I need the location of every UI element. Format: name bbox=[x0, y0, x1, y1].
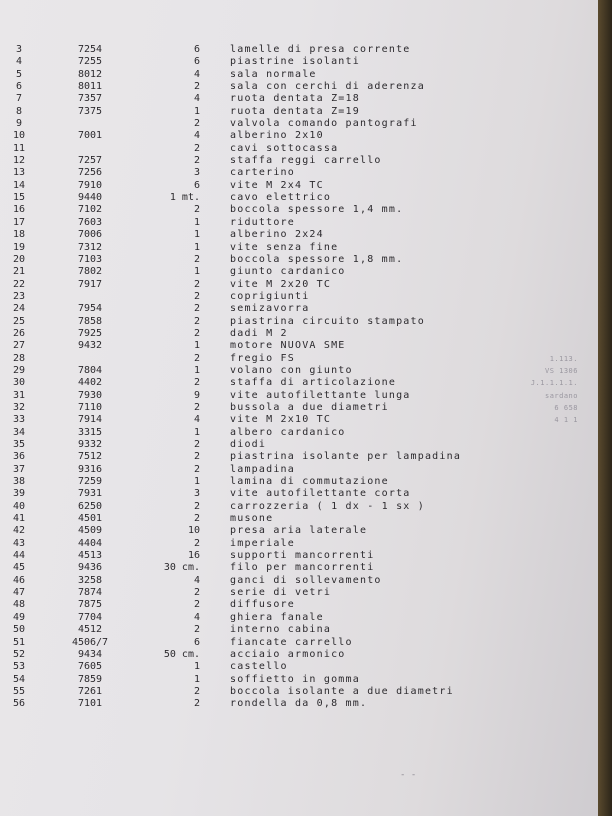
quantity: 6 bbox=[193, 179, 200, 191]
table-row bbox=[0, 649, 598, 661]
item-number: 10 bbox=[12, 130, 26, 142]
table-row bbox=[0, 562, 598, 574]
item-number: 23 bbox=[12, 290, 26, 302]
description: sala con cerchi di aderenza bbox=[230, 81, 425, 93]
table-row bbox=[0, 538, 598, 550]
description: vite M 2x20 TC bbox=[230, 278, 332, 290]
item-number: 28 bbox=[12, 352, 26, 364]
description: boccola isolante a due diametri bbox=[230, 685, 454, 697]
description: fregio FS bbox=[230, 352, 295, 364]
table-row bbox=[0, 340, 598, 352]
quantity: 1 bbox=[193, 364, 200, 376]
part-code: 7605 bbox=[77, 661, 103, 673]
description: coprigiunti bbox=[230, 290, 310, 302]
part-code: 4501 bbox=[77, 513, 103, 525]
item-number: 47 bbox=[12, 587, 26, 599]
item-number: 25 bbox=[12, 315, 26, 327]
description: imperiale bbox=[230, 537, 295, 549]
quantity: 4 bbox=[193, 611, 200, 623]
quantity: 2 bbox=[193, 253, 200, 265]
description: ghiera fanale bbox=[230, 611, 324, 623]
table-row bbox=[0, 439, 598, 451]
margin-note: J.1.1.1.1. bbox=[530, 379, 578, 388]
item-number: 40 bbox=[12, 500, 26, 512]
quantity: 1 bbox=[193, 661, 200, 673]
item-number: 45 bbox=[12, 562, 26, 574]
quantity: 4 bbox=[193, 93, 200, 105]
item-number: 50 bbox=[12, 624, 26, 636]
quantity: 2 bbox=[193, 439, 200, 450]
item-number: 52 bbox=[12, 648, 26, 660]
description: presa aria laterale bbox=[230, 525, 368, 537]
table-row bbox=[0, 303, 598, 315]
page-edge bbox=[598, 0, 612, 816]
description: supporti mancorrenti bbox=[230, 550, 375, 562]
description: boccola spessore 1,8 mm. bbox=[230, 253, 404, 265]
table-row bbox=[0, 575, 598, 587]
table-row bbox=[0, 242, 598, 254]
margin-note: VS 1306 bbox=[544, 366, 578, 375]
part-code: 7255 bbox=[77, 56, 103, 68]
description: piastrina circuito stampato bbox=[230, 315, 425, 327]
quantity: 2 bbox=[193, 599, 200, 611]
part-code: 7110 bbox=[77, 401, 103, 413]
part-code: 7858 bbox=[77, 315, 103, 327]
description: ganci di sollevamento bbox=[230, 574, 382, 586]
item-number: 3 bbox=[15, 44, 23, 55]
quantity: 2 bbox=[193, 500, 200, 512]
description: vite M 2x4 TC bbox=[230, 179, 324, 191]
description: fiancate carrello bbox=[230, 636, 353, 648]
table-row bbox=[0, 328, 598, 340]
part-code: 7704 bbox=[77, 611, 103, 623]
quantity: 2 bbox=[193, 451, 200, 463]
part-code: 9316 bbox=[77, 463, 103, 475]
table-row bbox=[0, 81, 598, 93]
description: lamina di commutazione bbox=[230, 476, 389, 488]
quantity: 2 bbox=[193, 118, 200, 130]
part-code: 7802 bbox=[77, 266, 103, 278]
item-number: 18 bbox=[12, 229, 26, 241]
description: staffa reggi carrello bbox=[230, 155, 382, 167]
margin-note: 1.113. bbox=[549, 354, 578, 363]
quantity: 1 bbox=[193, 426, 200, 438]
item-number: 7 bbox=[15, 93, 23, 105]
description: lamelle di presa corrente bbox=[230, 44, 411, 55]
table-row bbox=[0, 217, 598, 229]
quantity: 2 bbox=[193, 624, 200, 636]
description: rondella da 0,8 mm. bbox=[230, 698, 368, 710]
description: soffietto in gomma bbox=[230, 673, 360, 685]
table-row bbox=[0, 390, 598, 402]
description: alberino 2x10 bbox=[230, 130, 324, 142]
item-number: 24 bbox=[12, 303, 26, 315]
part-code: 7254 bbox=[77, 44, 103, 55]
item-number: 51 bbox=[12, 636, 26, 648]
description: sala normale bbox=[230, 68, 317, 80]
item-number: 55 bbox=[12, 685, 26, 697]
table-row bbox=[0, 365, 598, 377]
item-number: 33 bbox=[12, 414, 26, 426]
item-number: 26 bbox=[12, 327, 26, 339]
table-row bbox=[0, 167, 598, 179]
quantity: 4 bbox=[193, 130, 200, 142]
description: castello bbox=[230, 661, 288, 673]
item-number: 30 bbox=[12, 377, 26, 389]
part-code: 3258 bbox=[77, 574, 103, 586]
item-number: 6 bbox=[15, 81, 23, 93]
item-number: 56 bbox=[12, 698, 26, 710]
description: alberino 2x24 bbox=[230, 229, 324, 241]
table-row bbox=[0, 180, 598, 192]
quantity: 2 bbox=[193, 513, 200, 525]
item-number: 29 bbox=[12, 364, 26, 376]
margin-note: 6 658 bbox=[554, 403, 578, 412]
part-code: 9434 bbox=[77, 648, 103, 660]
quantity: 1 bbox=[193, 476, 200, 488]
part-code: 7259 bbox=[77, 476, 103, 488]
part-code: 4509 bbox=[77, 525, 103, 537]
item-number: 17 bbox=[12, 216, 26, 228]
part-code: 7101 bbox=[77, 698, 103, 710]
quantity: 2 bbox=[193, 290, 200, 302]
part-code: 7103 bbox=[77, 253, 103, 265]
description: motore NUOVA SME bbox=[230, 340, 346, 352]
table-row bbox=[0, 229, 598, 241]
item-number: 11 bbox=[12, 142, 26, 154]
description: vite autofilettante lunga bbox=[230, 389, 411, 401]
description: ruota dentata Z=19 bbox=[230, 105, 360, 117]
quantity: 2 bbox=[193, 142, 200, 154]
item-number: 16 bbox=[12, 204, 26, 216]
part-code: 7357 bbox=[77, 93, 103, 105]
part-code: 7375 bbox=[77, 105, 103, 117]
description: staffa di articolazione bbox=[230, 377, 397, 389]
quantity: 1 mt. bbox=[169, 192, 200, 204]
quantity: 2 bbox=[193, 204, 200, 216]
description: serie di vetri bbox=[230, 587, 332, 599]
part-code: 9432 bbox=[77, 340, 103, 352]
quantity: 4 bbox=[193, 68, 200, 80]
description: lampadina bbox=[230, 463, 295, 475]
item-number: 9 bbox=[15, 118, 23, 130]
scan-mark: - - bbox=[400, 770, 417, 780]
item-number: 49 bbox=[12, 611, 26, 623]
table-row bbox=[0, 279, 598, 291]
table-row bbox=[0, 686, 598, 698]
table-row bbox=[0, 550, 598, 562]
item-number: 36 bbox=[12, 451, 26, 463]
description: riduttore bbox=[230, 216, 295, 228]
description: boccola spessore 1,4 mm. bbox=[230, 204, 404, 216]
table-row bbox=[0, 266, 598, 278]
item-number: 46 bbox=[12, 574, 26, 586]
quantity: 6 bbox=[193, 44, 200, 55]
table-row bbox=[0, 377, 598, 389]
table-row bbox=[0, 130, 598, 142]
item-number: 22 bbox=[12, 278, 26, 290]
table-row bbox=[0, 118, 598, 130]
part-code: 7001 bbox=[77, 130, 103, 142]
item-number: 12 bbox=[12, 155, 26, 167]
table-row bbox=[0, 674, 598, 686]
table-row bbox=[0, 599, 598, 611]
part-code: 7006 bbox=[77, 229, 103, 241]
description: diodi bbox=[230, 439, 267, 450]
description: ruota dentata Z=18 bbox=[230, 93, 360, 105]
quantity: 1 bbox=[193, 266, 200, 278]
table-row bbox=[0, 661, 598, 673]
table-row bbox=[0, 402, 598, 414]
item-number: 20 bbox=[12, 253, 26, 265]
item-number: 43 bbox=[12, 537, 26, 549]
quantity: 6 bbox=[193, 636, 200, 648]
part-code: 7261 bbox=[77, 685, 103, 697]
description: bussola a due diametri bbox=[230, 401, 389, 413]
part-code: 7917 bbox=[77, 278, 103, 290]
table-row bbox=[0, 192, 598, 204]
quantity: 9 bbox=[193, 389, 200, 401]
table-row bbox=[0, 587, 598, 599]
table-row bbox=[0, 698, 598, 710]
table-row bbox=[0, 44, 598, 56]
table-row bbox=[0, 488, 598, 500]
part-code: 7804 bbox=[77, 364, 103, 376]
part-code: 4512 bbox=[77, 624, 103, 636]
item-number: 34 bbox=[12, 426, 26, 438]
quantity: 2 bbox=[193, 685, 200, 697]
description: interno cabina bbox=[230, 624, 332, 636]
description: volano con giunto bbox=[230, 364, 353, 376]
part-code: 8011 bbox=[77, 81, 103, 93]
quantity: 2 bbox=[193, 463, 200, 475]
table-row bbox=[0, 204, 598, 216]
quantity: 1 bbox=[193, 105, 200, 117]
table-row bbox=[0, 525, 598, 537]
table-row bbox=[0, 155, 598, 167]
quantity: 1 bbox=[193, 340, 200, 352]
part-code: 4506/7 bbox=[71, 636, 109, 648]
table-row bbox=[0, 316, 598, 328]
description: carrozzeria ( 1 dx - 1 sx ) bbox=[230, 500, 425, 512]
quantity: 1 bbox=[193, 241, 200, 253]
description: vite senza fine bbox=[230, 241, 339, 253]
table-row bbox=[0, 451, 598, 463]
part-code: 7859 bbox=[77, 673, 103, 685]
description: cavo elettrico bbox=[230, 192, 332, 204]
quantity: 16 bbox=[187, 550, 200, 562]
quantity: 4 bbox=[193, 574, 200, 586]
table-row bbox=[0, 464, 598, 476]
table-row bbox=[0, 56, 598, 68]
item-number: 5 bbox=[15, 68, 23, 80]
item-number: 21 bbox=[12, 266, 26, 278]
part-code: 9440 bbox=[77, 192, 103, 204]
item-number: 39 bbox=[12, 488, 26, 500]
description: carterino bbox=[230, 167, 295, 179]
margin-note: sardano bbox=[544, 391, 578, 400]
part-code: 7256 bbox=[77, 167, 103, 179]
part-code: 7603 bbox=[77, 216, 103, 228]
description: semizavorra bbox=[230, 303, 310, 315]
item-number: 37 bbox=[12, 463, 26, 475]
description: filo per mancorrenti bbox=[230, 562, 375, 574]
part-code: 7914 bbox=[77, 414, 103, 426]
part-code: 4402 bbox=[77, 377, 103, 389]
item-number: 27 bbox=[12, 340, 26, 352]
table-row bbox=[0, 637, 598, 649]
part-code: 8012 bbox=[77, 68, 103, 80]
part-code: 7875 bbox=[77, 599, 103, 611]
table-row bbox=[0, 476, 598, 488]
part-code: 7931 bbox=[77, 488, 103, 500]
quantity: 6 bbox=[193, 56, 200, 68]
quantity: 30 cm. bbox=[163, 562, 200, 574]
description: diffusore bbox=[230, 599, 295, 611]
item-number: 38 bbox=[12, 476, 26, 488]
part-code: 7257 bbox=[77, 155, 103, 167]
table-row bbox=[0, 414, 598, 426]
quantity: 4 bbox=[193, 414, 200, 426]
quantity: 1 bbox=[193, 673, 200, 685]
part-code: 3315 bbox=[77, 426, 103, 438]
description: vite autofilettante corta bbox=[230, 488, 411, 500]
table-row bbox=[0, 612, 598, 624]
part-code: 7312 bbox=[77, 241, 103, 253]
quantity: 3 bbox=[193, 167, 200, 179]
description: musone bbox=[230, 513, 274, 525]
quantity: 10 bbox=[187, 525, 200, 537]
item-number: 44 bbox=[12, 550, 26, 562]
quantity: 1 bbox=[193, 229, 200, 241]
item-number: 19 bbox=[12, 241, 26, 253]
table-row bbox=[0, 501, 598, 513]
margin-note: 4 1 1 bbox=[554, 416, 578, 425]
quantity: 2 bbox=[193, 315, 200, 327]
description: piastrina isolante per lampadina bbox=[230, 451, 462, 463]
description: cavi sottocassa bbox=[230, 142, 339, 154]
quantity: 2 bbox=[193, 587, 200, 599]
part-code: 4404 bbox=[77, 537, 103, 549]
item-number: 48 bbox=[12, 599, 26, 611]
part-code: 7874 bbox=[77, 587, 103, 599]
description: giunto cardanico bbox=[230, 266, 346, 278]
table-row bbox=[0, 353, 598, 365]
part-code: 9332 bbox=[77, 439, 103, 450]
quantity: 2 bbox=[193, 303, 200, 315]
table-row bbox=[0, 254, 598, 266]
description: albero cardanico bbox=[230, 426, 346, 438]
item-number: 13 bbox=[12, 167, 26, 179]
item-number: 41 bbox=[12, 513, 26, 525]
table-row bbox=[0, 513, 598, 525]
description: piastrine isolanti bbox=[230, 56, 360, 68]
item-number: 35 bbox=[12, 439, 26, 450]
part-code: 7930 bbox=[77, 389, 103, 401]
description: acciaio armonico bbox=[230, 648, 346, 660]
quantity: 2 bbox=[193, 278, 200, 290]
part-code: 9436 bbox=[77, 562, 103, 574]
item-number: 14 bbox=[12, 179, 26, 191]
part-code: 7910 bbox=[77, 179, 103, 191]
part-code: 7512 bbox=[77, 451, 103, 463]
quantity: 2 bbox=[193, 377, 200, 389]
part-code: 7925 bbox=[77, 327, 103, 339]
part-code: 7954 bbox=[77, 303, 103, 315]
item-number: 8 bbox=[15, 105, 23, 117]
description: valvola comando pantografi bbox=[230, 118, 418, 130]
item-number: 42 bbox=[12, 525, 26, 537]
table-row bbox=[0, 427, 598, 439]
table-row bbox=[0, 69, 598, 81]
quantity: 50 cm. bbox=[163, 648, 200, 660]
table-row bbox=[0, 291, 598, 303]
part-code: 6250 bbox=[77, 500, 103, 512]
item-number: 15 bbox=[12, 192, 26, 204]
table-row bbox=[0, 143, 598, 155]
quantity: 2 bbox=[193, 401, 200, 413]
description: vite M 2x10 TC bbox=[230, 414, 332, 426]
item-number: 54 bbox=[12, 673, 26, 685]
part-code: 7102 bbox=[77, 204, 103, 216]
quantity: 3 bbox=[193, 488, 200, 500]
quantity: 2 bbox=[193, 327, 200, 339]
quantity: 2 bbox=[193, 352, 200, 364]
item-number: 53 bbox=[12, 661, 26, 673]
item-number: 32 bbox=[12, 401, 26, 413]
quantity: 2 bbox=[193, 537, 200, 549]
part-code: 4513 bbox=[77, 550, 103, 562]
parts-table bbox=[0, 44, 598, 711]
table-row bbox=[0, 93, 598, 105]
item-number: 4 bbox=[15, 56, 23, 68]
quantity: 1 bbox=[193, 216, 200, 228]
quantity: 2 bbox=[193, 698, 200, 710]
quantity: 2 bbox=[193, 155, 200, 167]
description: dadi M 2 bbox=[230, 327, 288, 339]
quantity: 2 bbox=[193, 81, 200, 93]
table-row bbox=[0, 106, 598, 118]
table-row bbox=[0, 624, 598, 636]
item-number: 31 bbox=[12, 389, 26, 401]
